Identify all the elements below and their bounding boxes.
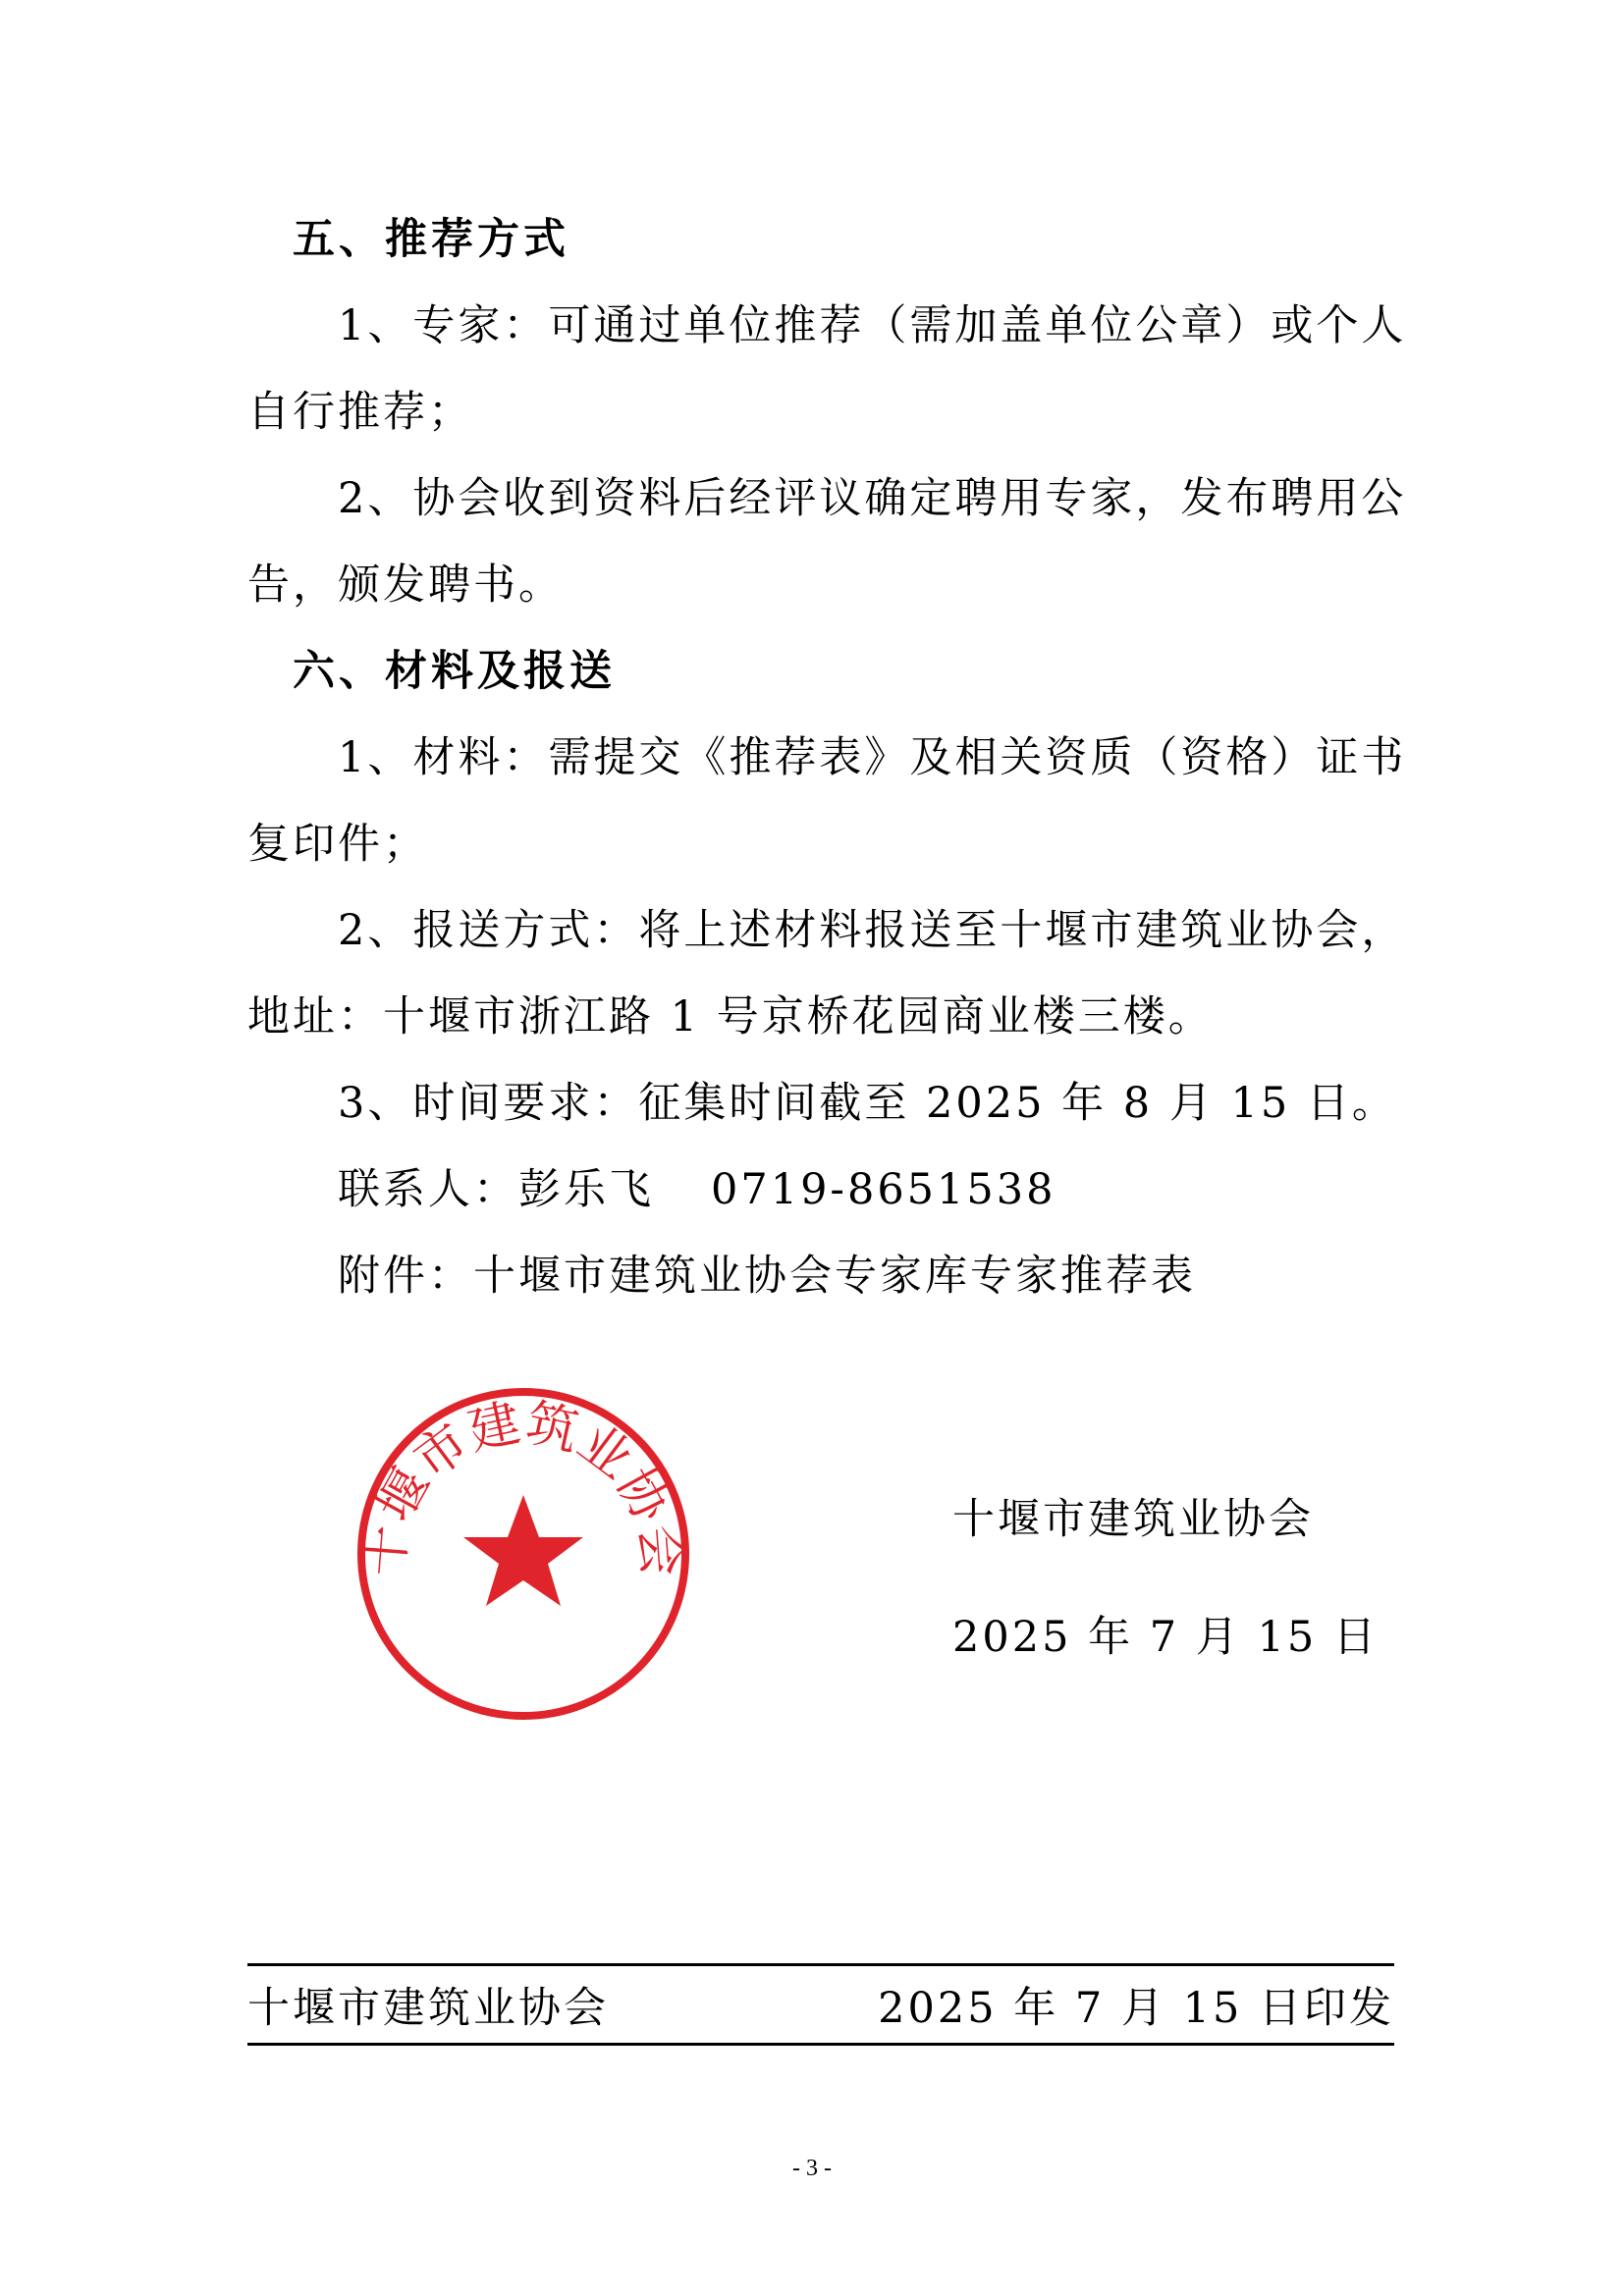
signature-date: 2025 年 7 月 15 日 (952, 1613, 1379, 1662)
section-5-item-1-cont: 自行推荐； (247, 388, 473, 437)
page-number: - 3 - (792, 2156, 832, 2181)
section-6-item-2-cont: 地址：十堰市浙江路 1 号京桥花园商业楼三楼。 (247, 992, 1214, 1041)
contact-phone: 0719-8651538 (711, 1165, 1056, 1214)
footer-issue-date: 2025 年 7 月 15 日印发 (878, 1984, 1394, 2033)
section-6-item-2: 2、报送方式：将上述材料报送至十堰市建筑业协会， (338, 906, 1407, 955)
section-6-item-3: 3、时间要求：征集时间截至 2025 年 8 月 15 日。 (338, 1079, 1397, 1128)
contact-person: 联系人：彭乐飞 (338, 1165, 654, 1214)
footer-bottom-rule (247, 2043, 1394, 2046)
attachment-note: 附件：十堰市建筑业协会专家库专家推荐表 (338, 1252, 1196, 1301)
section-6-item-1: 1、材料：需提交《推荐表》及相关资质（资格）证书 (338, 733, 1407, 782)
signature-org: 十堰市建筑业协会 (952, 1495, 1314, 1544)
official-seal (352, 1382, 695, 1726)
footer-top-rule (247, 1963, 1394, 1966)
footer-org: 十堰市建筑业协会 (247, 1984, 609, 2033)
star-icon (463, 1495, 583, 1606)
section-5-item-2-cont: 告，颁发聘书。 (247, 561, 564, 610)
section-6-item-1-cont: 复印件； (247, 820, 428, 869)
section-5-item-2: 2、协会收到资料后经评议确定聘用专家，发布聘用公 (338, 474, 1407, 523)
section-5-heading: 五、推荐方式 (293, 215, 569, 264)
section-5-item-1: 1、专家：可通过单位推荐（需加盖单位公章）或个人 (338, 301, 1407, 350)
section-6-heading: 六、材料及报送 (293, 647, 616, 696)
seal-text: 十堰市建筑业协会 (355, 1393, 691, 1579)
